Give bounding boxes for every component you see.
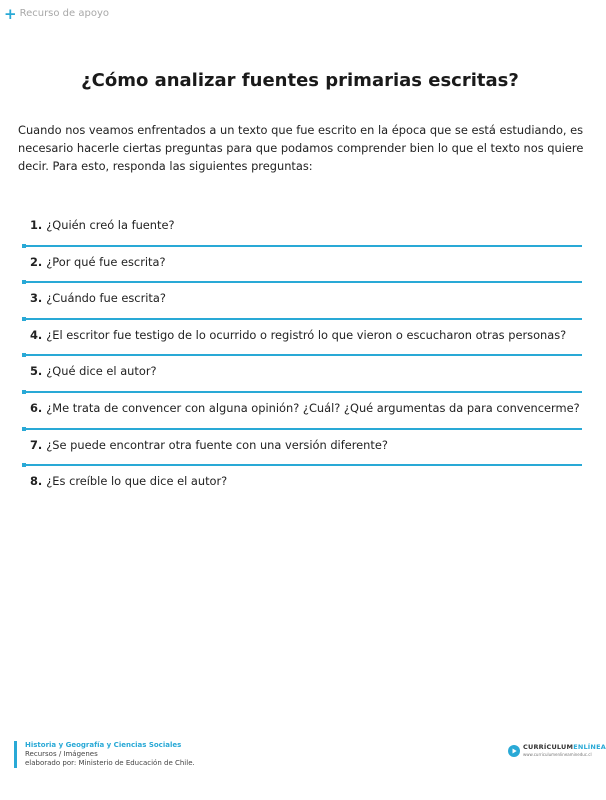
question-text: ¿Es creíble lo que dice el autor?	[46, 474, 228, 489]
play-icon	[508, 745, 520, 757]
question-item	[22, 430, 582, 467]
question-number: 2.	[30, 254, 43, 269]
footer-credits	[14, 741, 195, 768]
question-number: 1.	[30, 218, 43, 232]
question-number: 3.	[30, 291, 43, 306]
logo-title	[523, 744, 606, 751]
question-number: 7.	[30, 437, 43, 452]
question-text: ¿Por qué fue escrita?	[46, 254, 166, 269]
footer-subject: Historia y Geografía y Ciencias Sociales	[25, 741, 182, 749]
question-item	[22, 466, 582, 503]
question-text: ¿Quién creó la fuente?	[46, 218, 175, 232]
question-item	[22, 210, 582, 247]
plus-icon: +	[4, 4, 17, 23]
logo-title-part2: ENLÍNEA	[573, 743, 606, 751]
question-text: ¿Me trata de convencer con alguna opinión? ¿Cuál? ¿Qué argumentas da para convencerme?	[46, 400, 580, 415]
question-number: 4.	[30, 327, 43, 342]
question-list	[22, 210, 582, 503]
question-item	[22, 283, 582, 320]
logo-text	[523, 744, 606, 758]
question-item	[22, 247, 582, 284]
question-text: ¿Se puede encontrar otra fuente con una versión diferente?	[46, 437, 388, 452]
logo-tagline: www.curriculumenlineamineduc.cl	[523, 752, 592, 757]
resource-tag	[4, 4, 109, 23]
resource-tag-label: Recurso de apoyo	[19, 8, 109, 19]
question-item	[22, 320, 582, 357]
question-text: ¿Cuándo fue escrita?	[46, 291, 166, 306]
question-text: ¿El escritor fue testigo de lo ocurrido o registró lo que vieron o escucharon otras personas?	[46, 327, 567, 342]
logo-title-part1: CURRÍCULUM	[523, 743, 574, 751]
question-number: 8.	[30, 474, 43, 489]
question-number: 6.	[30, 400, 43, 415]
curriculum-logo	[508, 744, 606, 758]
footer-type: Recursos / Imágenes	[25, 750, 98, 758]
question-number: 5.	[30, 364, 43, 379]
page-title: ¿Cómo analizar fuentes primarias escritas?	[81, 70, 519, 91]
footer-credit: elaborado por: Ministerio de Educación de Chile.	[25, 759, 195, 767]
question-item	[22, 356, 582, 393]
intro-paragraph: Cuando nos veamos enfrentados a un texto que fue escrito en la época que se está estudiando, es necesario hacerle ciertas preguntas para que podamos comprender bien lo que el texto nos quiere decir. Para esto, responda las siguientes preguntas:	[18, 123, 584, 173]
question-text: ¿Qué dice el autor?	[46, 364, 157, 379]
question-item	[22, 393, 582, 430]
